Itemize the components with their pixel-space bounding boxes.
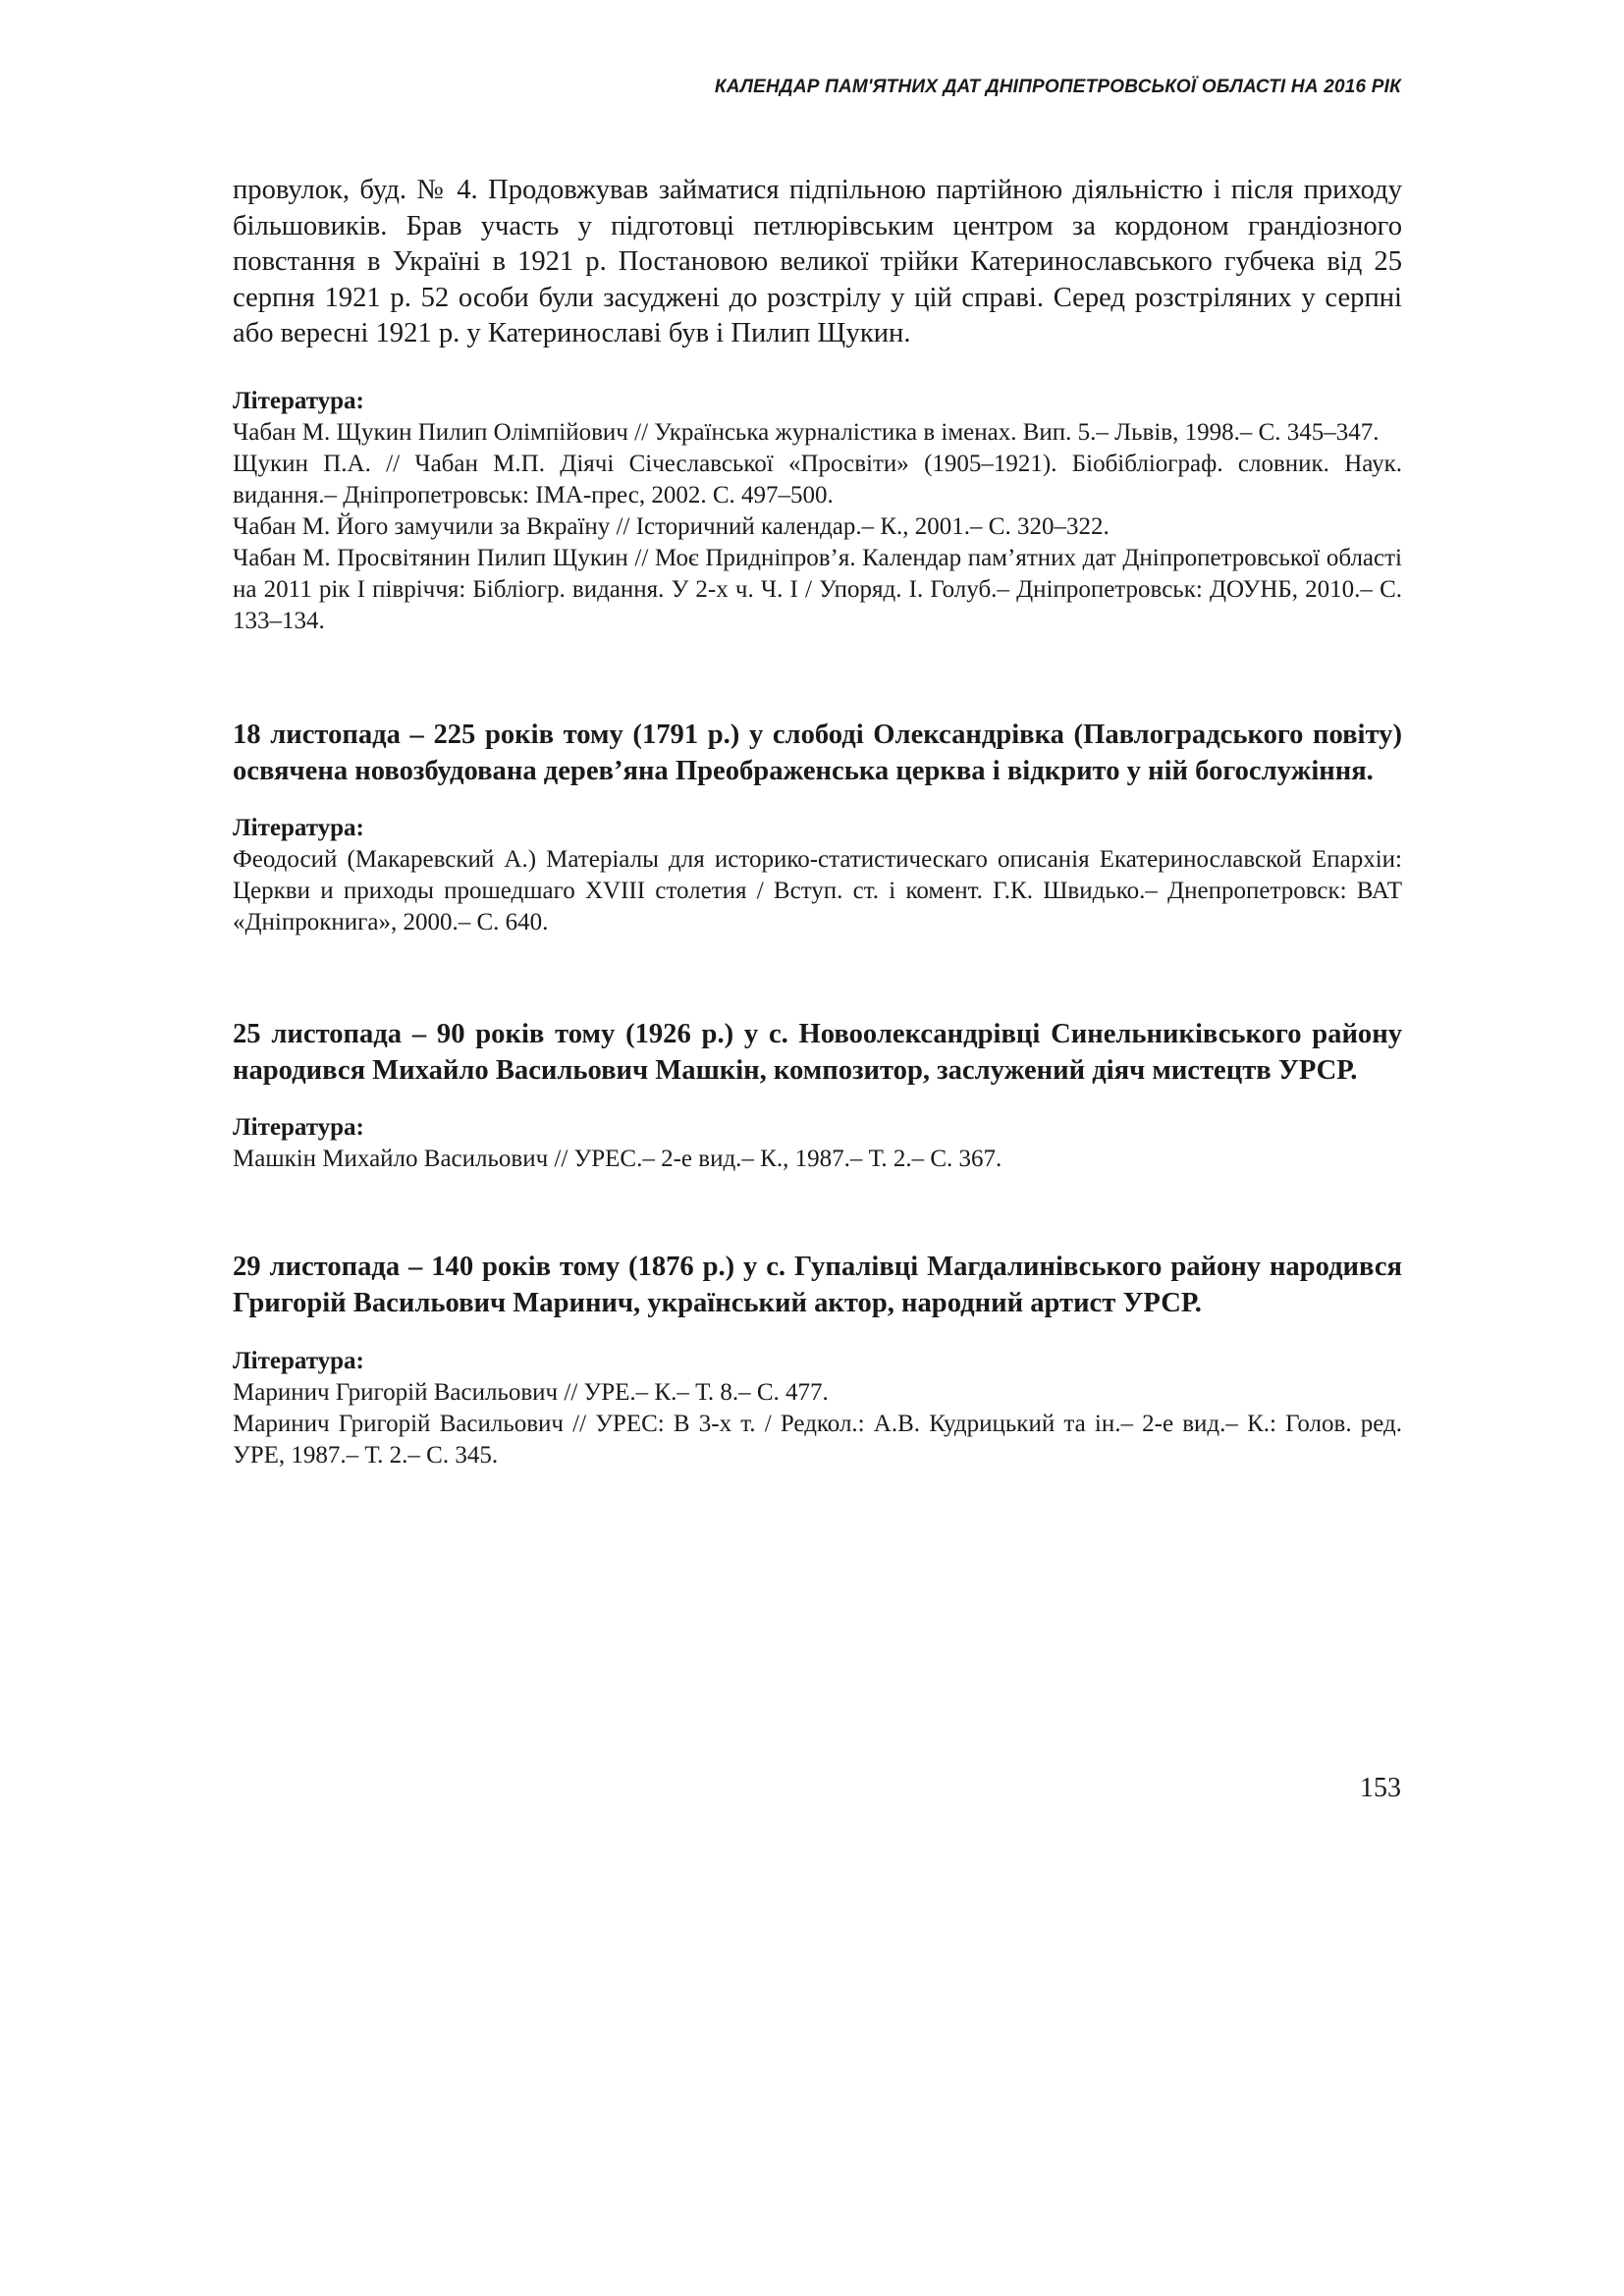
literature-list [233,1144,1402,1175]
intro-text: провулок, буд. № 4. Продовжував займатися підпільною партійною діяльністю і після приходу більшовиків. Брав участь у підготовці петлюрівським центром за кордоном грандіозного повстання в Україні в 1921 р. Постановою великої трійки Катеринославського губчека від 25 серпня 1921 р. 52 особи були засуджені до розстрілу у цій справі. Серед розстріляних у серпні або вересні 1921 р. у Катеринославі був і Пилип Щукин. [233,175,1402,349]
literature-block [233,1346,1402,1471]
page-content [233,173,1402,1471]
literature-list [233,844,1402,938]
literature-heading: Література: [233,1347,364,1374]
literature-item: Щукин П.А. // Чабан М.П. Діячі Січеславської «Просвіти» (1905–1921). Біобібліограф. словник. Наук. видання.– Дніпропетровськ: ІМА-прес, 2002. С. 497–500. [233,450,1402,508]
literature-item: Чабан М. Просвітянин Пилип Щукин // Моє Придніпров’я. Календар пам’ятних дат Дніпропетровської області на 2011 рік І півріччя: Бібліогр. видання. У 2-х ч. Ч. І / Упоряд. І. Голуб.– Дніпропетровськ: ДОУНБ, 2010.– С. 133–134. [233,544,1402,634]
literature-heading: Література: [233,387,364,414]
literature-item: Чабан М. Його замучили за Вкраїну // Історичний календар.– К., 2001.– С. 320–322. [233,512,1110,540]
literature-list [233,1377,1402,1471]
entry-heading: 25 листопада – 90 років тому (1926 р.) у с. Новоолександрівці Синельниківського району народився Михайло Васильович Машкін, композитор, заслужений діяч мистецтв УРСР. [233,1019,1402,1086]
literature-heading: Література: [233,815,364,842]
literature-item: Машкін Михайло Васильович // УРЕС.– 2-е вид.– К., 1987.– Т. 2.– С. 367. [233,1146,1002,1173]
literature-block [233,813,1402,938]
literature-heading: Література: [233,1114,364,1142]
literature-list [233,417,1402,637]
literature-item: Чабан М. Щукин Пилип Олімпійович // Українська журналістика в іменах. Вип. 5.– Львів, 1998.– С. 345–347. [233,418,1380,446]
calendar-entry [233,1017,1402,1175]
intro-section [233,173,1402,637]
calendar-entry [233,1250,1402,1470]
literature-item: Феодосий (Макаревский А.) Матеріалы для историко-статистическаго описанія Екатеринославской Епархіи: Церкви и приходы прошедшаго XVIII столетия / Вступ. ст. і комент. Г.К. Швидько.– Днепропетровск: ВАТ «Дніпрокнига», 2000.– С. 640. [233,846,1402,936]
running-header: КАЛЕНДАР ПАМ'ЯТНИХ ДАТ ДНІПРОПЕТРОВСЬКОЇ ОБЛАСТІ НА 2016 РІК [714,77,1401,97]
literature-item: Маринич Григорій Васильович // УРЕ.– К.– Т. 8.– С. 477. [233,1378,829,1406]
page-number: 153 [1360,1773,1401,1803]
literature-item: Маринич Григорій Васильович // УРЕС: В 3-х т. / Редкол.: А.В. Кудрицький та ін.– 2-е вид.– К.: Голов. ред. УРЕ, 1987.– Т. 2.– С. 345. [233,1410,1402,1468]
literature-block [233,386,1402,637]
intro-paragraph [233,173,1402,352]
entry-heading: 18 листопада – 225 років тому (1791 р.) у слободі Олександрівка (Павлоградського повіту) освячена новозбудована дерев’яна Преображенська церква і відкрито у ній богослужіння. [233,719,1402,786]
entry-heading: 29 листопада – 140 років тому (1876 р.) у с. Гупалівці Магдалинівського району народився Григорій Васильович Маринич, український актор, народний артист УРСР. [233,1252,1402,1318]
calendar-entry [233,718,1402,938]
literature-block [233,1112,1402,1175]
